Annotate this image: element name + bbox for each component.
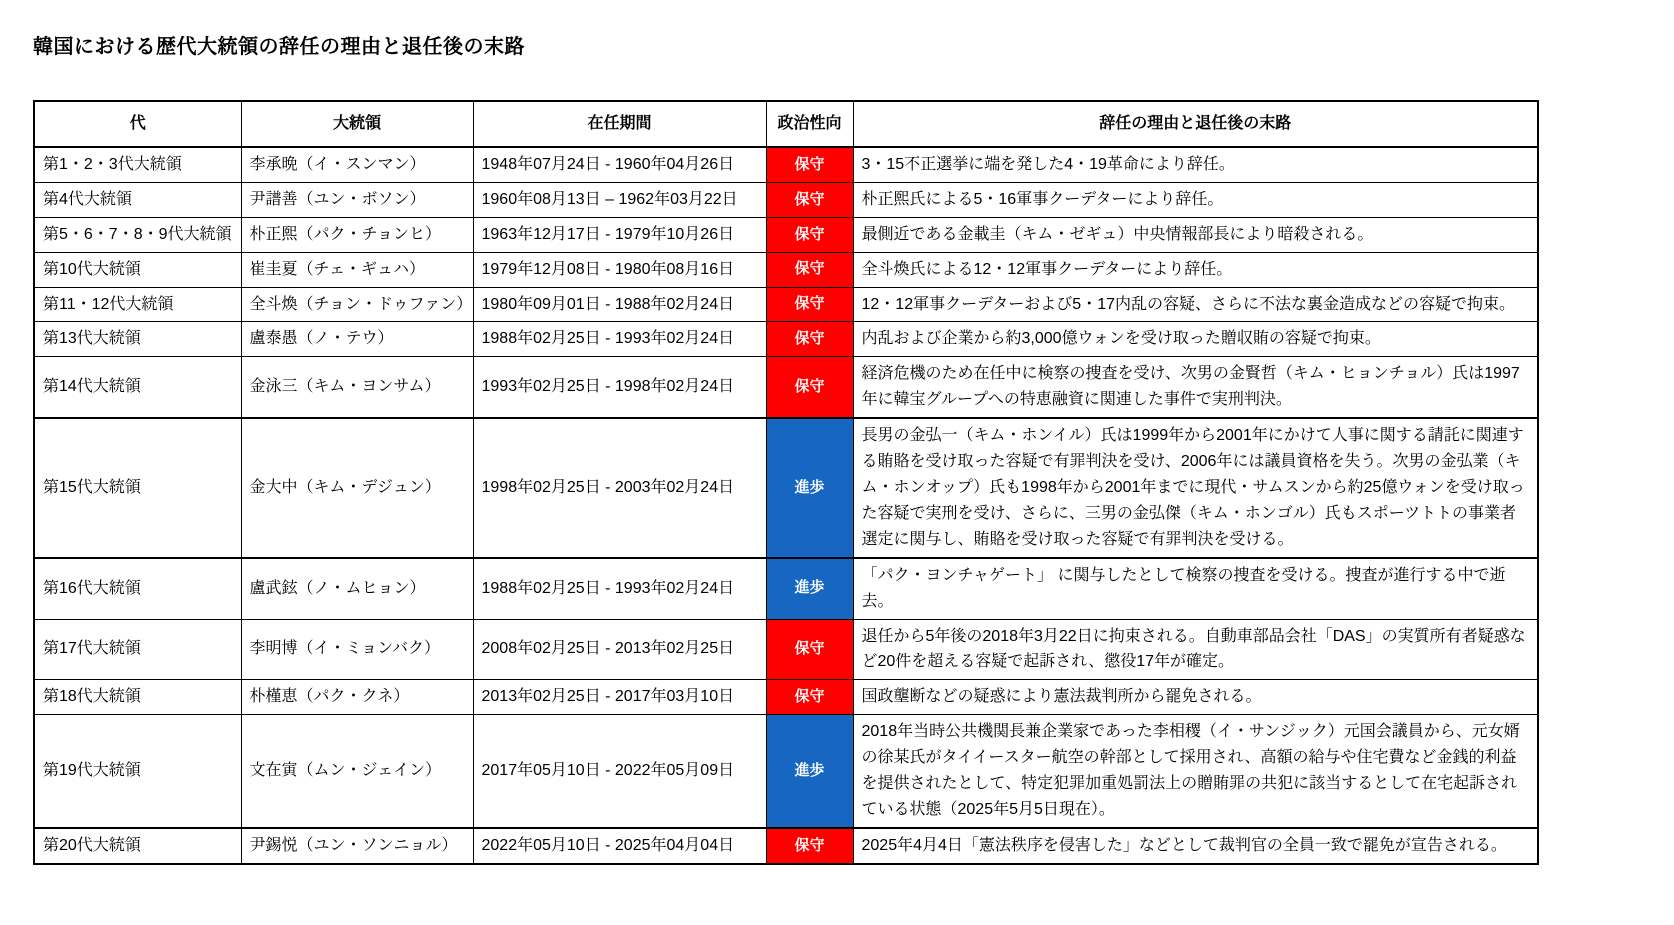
president-cell: 尹錫悦（ユン・ソンニョル）: [241, 828, 473, 864]
table-row: [34, 252, 1538, 287]
table-row: [34, 217, 1538, 252]
presidents-table: [33, 100, 1539, 865]
orientation-badge-cell: 保守: [766, 217, 853, 252]
president-cell: 尹譜善（ユン・ボソン）: [241, 182, 473, 217]
generation-cell: 第14代大統領: [34, 357, 241, 418]
reason-cell: 「パク・ヨンチャゲート」 に関与したとして検察の捜査を受ける。捜査が進行する中で逝去。: [853, 558, 1538, 619]
header-reason: 辞任の理由と退任後の末路: [853, 101, 1538, 147]
term-cell: 2017年05月10日 - 2022年05月09日: [473, 715, 766, 828]
generation-cell: 第13代大統領: [34, 322, 241, 357]
table-row: [34, 680, 1538, 715]
term-cell: 2022年05月10日 - 2025年04月04日: [473, 828, 766, 864]
page-title: 韓国における歴代大統領の辞任の理由と退任後の末路: [33, 36, 525, 58]
orientation-badge-cell: 保守: [766, 322, 853, 357]
president-cell: 盧武鉉（ノ・ムヒョン）: [241, 558, 473, 619]
table-row: [34, 287, 1538, 322]
president-cell: 全斗煥（チョン・ドゥファン）: [241, 287, 473, 322]
president-cell: 朴槿恵（パク・クネ）: [241, 680, 473, 715]
table-row: [34, 715, 1538, 828]
orientation-badge-cell: 進歩: [766, 715, 853, 828]
orientation-badge-cell: 保守: [766, 828, 853, 864]
table-row: [34, 619, 1538, 680]
table-row: [34, 418, 1538, 558]
term-cell: 1963年12月17日 - 1979年10月26日: [473, 217, 766, 252]
reason-cell: 退任から5年後の2018年3月22日に拘束される。自動車部品会社「DAS」の実質所有者疑惑など20件を超える容疑で起訴され、懲役17年が確定。: [853, 619, 1538, 680]
generation-cell: 第20代大統領: [34, 828, 241, 864]
orientation-badge-cell: 進歩: [766, 418, 853, 558]
header-president: 大統領: [241, 101, 473, 147]
table-row: [34, 357, 1538, 418]
president-cell: 朴正煕（パク・チョンヒ）: [241, 217, 473, 252]
table-row: [34, 147, 1538, 182]
president-cell: 李明博（イ・ミョンバク）: [241, 619, 473, 680]
orientation-badge-cell: 保守: [766, 680, 853, 715]
orientation-badge-cell: 保守: [766, 147, 853, 182]
reason-cell: 長男の金弘一（キム・ホンイル）氏は1999年から2001年にかけて人事に関する請託に関連する賄賂を受け取った容疑で有罪判決を受け、2006年には議員資格を失う。次男の金弘業（キム・ホンオップ）氏も1998年から2001年までに現代・サムスンから約25億ウォンを受け取った容疑で実刑を受け、さらに、三男の金弘傑（キム・ホンゴル）氏もスポーツトトの事業者選定に関与し、賄賂を受け取った容疑で有罪判決を受ける。: [853, 418, 1538, 558]
president-cell: 盧泰愚（ノ・テウ）: [241, 322, 473, 357]
table-row: [34, 828, 1538, 864]
orientation-badge-cell: 進歩: [766, 558, 853, 619]
term-cell: 2008年02月25日 - 2013年02月25日: [473, 619, 766, 680]
orientation-badge-cell: 保守: [766, 182, 853, 217]
table-row: [34, 558, 1538, 619]
reason-cell: 国政壟断などの疑惑により憲法裁判所から罷免される。: [853, 680, 1538, 715]
generation-cell: 第5・6・7・8・9代大統領: [34, 217, 241, 252]
reason-cell: 2025年4月4日「憲法秩序を侵害した」などとして裁判官の全員一致で罷免が宣告される。: [853, 828, 1538, 864]
generation-cell: 第17代大統領: [34, 619, 241, 680]
term-cell: 1993年02月25日 - 1998年02月24日: [473, 357, 766, 418]
generation-cell: 第4代大統領: [34, 182, 241, 217]
president-cell: 崔圭夏（チェ・ギュハ）: [241, 252, 473, 287]
table-row: [34, 182, 1538, 217]
president-cell: 金泳三（キム・ヨンサム）: [241, 357, 473, 418]
term-cell: 1948年07月24日 - 1960年04月26日: [473, 147, 766, 182]
term-cell: 1960年08月13日 – 1962年03月22日: [473, 182, 766, 217]
table-row: [34, 322, 1538, 357]
orientation-badge-cell: 保守: [766, 357, 853, 418]
generation-cell: 第19代大統領: [34, 715, 241, 828]
header-orientation: 政治性向: [766, 101, 853, 147]
header-generation: 代: [34, 101, 241, 147]
generation-cell: 第11・12代大統領: [34, 287, 241, 322]
president-cell: 李承晩（イ・スンマン）: [241, 147, 473, 182]
generation-cell: 第18代大統領: [34, 680, 241, 715]
orientation-badge-cell: 保守: [766, 252, 853, 287]
generation-cell: 第10代大統領: [34, 252, 241, 287]
orientation-badge-cell: 保守: [766, 619, 853, 680]
table-body: [34, 147, 1538, 864]
reason-cell: 12・12軍事クーデターおよび5・17内乱の容疑、さらに不法な裏金造成などの容疑で拘束。: [853, 287, 1538, 322]
reason-cell: 全斗煥氏による12・12軍事クーデターにより辞任。: [853, 252, 1538, 287]
reason-cell: 2018年当時公共機関長兼企業家であった李相稷（イ・サンジック）元国会議員から、元女婿の徐某氏がタイイースター航空の幹部として採用され、高額の給与や住宅費など金銭的利益を提供されたとして、特定犯罪加重処罰法上の贈賄罪の共犯に該当するとして在宅起訴されている状態（2025年5月5日現在）。: [853, 715, 1538, 828]
term-cell: 1988年02月25日 - 1993年02月24日: [473, 322, 766, 357]
reason-cell: 内乱および企業から約3,000億ウォンを受け取った贈収賄の容疑で拘束。: [853, 322, 1538, 357]
term-cell: 2013年02月25日 - 2017年03月10日: [473, 680, 766, 715]
reason-cell: 3・15不正選挙に端を発した4・19革命により辞任。: [853, 147, 1538, 182]
term-cell: 1979年12月08日 - 1980年08月16日: [473, 252, 766, 287]
term-cell: 1988年02月25日 - 1993年02月24日: [473, 558, 766, 619]
header-term: 在任期間: [473, 101, 766, 147]
reason-cell: 朴正煕氏による5・16軍事クーデターにより辞任。: [853, 182, 1538, 217]
generation-cell: 第1・2・3代大統領: [34, 147, 241, 182]
reason-cell: 経済危機のため在任中に検察の捜査を受け、次男の金賢哲（キム・ヒョンチョル）氏は1997年に韓宝グループへの特恵融資に関連した事件で実刑判決。: [853, 357, 1538, 418]
term-cell: 1980年09月01日 - 1988年02月24日: [473, 287, 766, 322]
orientation-badge-cell: 保守: [766, 287, 853, 322]
reason-cell: 最側近である金載圭（キム・ゼギュ）中央情報部長により暗殺される。: [853, 217, 1538, 252]
president-cell: 金大中（キム・デジュン）: [241, 418, 473, 558]
president-cell: 文在寅（ムン・ジェイン）: [241, 715, 473, 828]
generation-cell: 第15代大統領: [34, 418, 241, 558]
generation-cell: 第16代大統領: [34, 558, 241, 619]
table-header-row: [34, 101, 1538, 147]
term-cell: 1998年02月25日 - 2003年02月24日: [473, 418, 766, 558]
